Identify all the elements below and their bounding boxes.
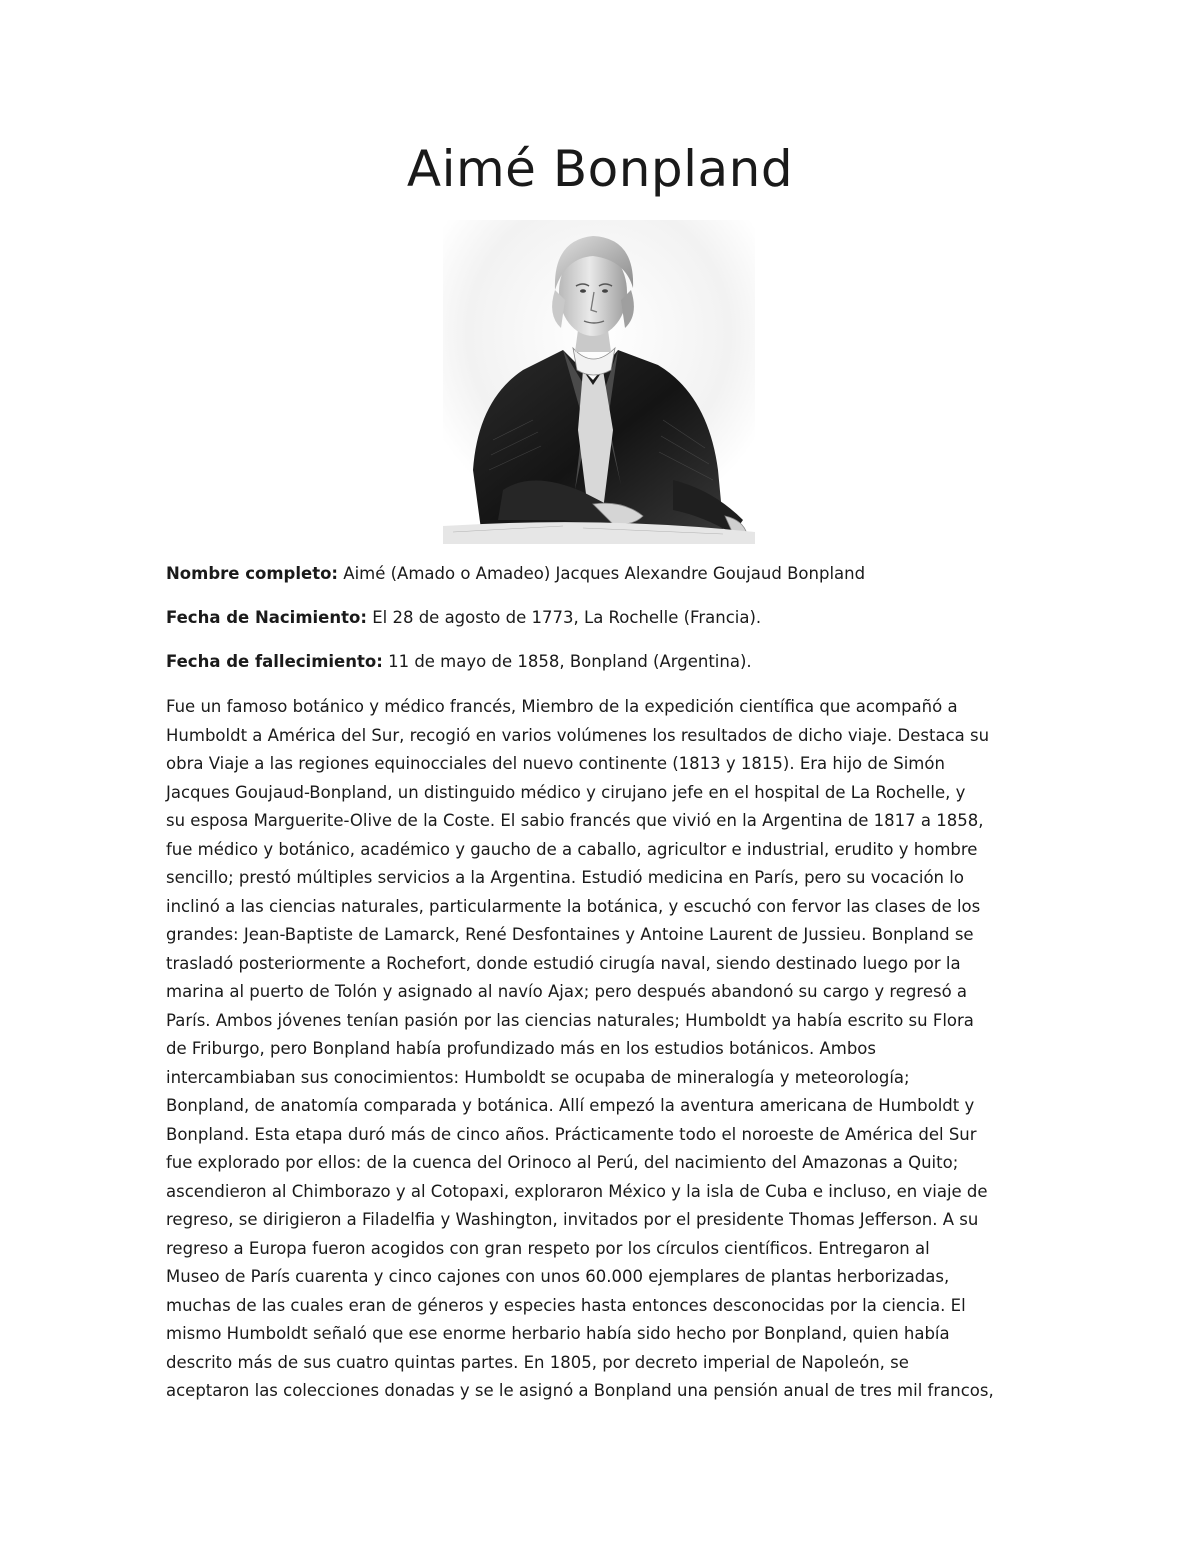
field-label: Fecha de Nacimiento <box>166 608 361 627</box>
portrait-engraving <box>443 220 755 544</box>
biography-paragraph <box>166 693 1046 1406</box>
paragraph-line: inclinó a las ciencias naturales, particularmente la botánica, y escuchó con fervor las clases de los <box>166 896 981 916</box>
portrait-illustration <box>443 220 755 544</box>
paragraph-line: muchas de las cuales eran de géneros y especies hasta entonces desconocidas por la ciencia. El <box>166 1295 966 1315</box>
paragraph-line: marina al puerto de Tolón y asignado al navío Ajax; pero después abandonó su cargo y regresó a <box>166 982 968 1001</box>
field-value: El 28 de agosto de 1773, La Rochelle (Francia). <box>366 608 762 627</box>
paragraph-line: grandes: Jean-Baptiste de Lamarck, René Desfontaines y Antoine Laurent de Jussieu. Bonpland se <box>166 925 974 944</box>
paragraph-line: su esposa Marguerite-Olive de la Coste. El sabio francés que vivió en la Argentina de 1817 a 1858, <box>166 811 984 830</box>
paragraph-line: sencillo; prestó múltiples servicios a la Argentina. Estudió medicina en París, pero su vocación lo <box>166 868 964 887</box>
paragraph-line: descrito más de sus cuatro quintas partes. En 1805, por decreto imperial de Napoleón, se <box>166 1352 909 1372</box>
paragraph-line: Fue un famoso botánico y médico francés, Miembro de la expedición científica que acompañó a <box>166 697 958 716</box>
paragraph-line: regreso, se dirigieron a Filadelfia y Washington, invitados por el presidente Thomas Jefferson. A su <box>166 1210 979 1229</box>
field-full-name: Nombre completo: Aimé (Amado o Amadeo) Jacques Alexandre Goujaud Bonpland <box>166 564 866 583</box>
paragraph-line: París. Ambos jóvenes tenían pasión por las ciencias naturales; Humboldt ya había escrito su Flora <box>166 1010 974 1030</box>
field-label: Nombre completo <box>166 564 332 583</box>
field-birth-date: Fecha de Nacimiento: El 28 de agosto de 1773, La Rochelle (Francia). <box>166 608 762 627</box>
paragraph-line: fue médico y botánico, académico y gaucho de a caballo, agricultor e industrial, erudito y hombre <box>166 839 978 859</box>
paragraph-line: regreso a Europa fueron acogidos con gran respeto por los círculos científicos. Entregaron al <box>166 1238 930 1258</box>
paragraph-line: Bonpland. Esta etapa duró más de cinco años. Prácticamente todo el noroeste de América del Sur <box>166 1124 977 1144</box>
field-label: Fecha de fallecimiento <box>166 652 377 671</box>
paragraph-line: trasladó posteriormente a Rochefort, donde estudió cirugía naval, siendo destinado luego por la <box>166 953 961 973</box>
page-title: Aimé Bonpland <box>406 140 794 198</box>
paragraph-line: mismo Humboldt señaló que ese enorme herbario había sido hecho por Bonpland, quien había <box>166 1324 950 1343</box>
paragraph-line: Museo de París cuarenta y cinco cajones con unos 60.000 ejemplares de plantas herborizadas, <box>166 1267 950 1286</box>
paragraph-line: Jacques Goujaud-Bonpland, un distinguido médico y cirujano jefe en el hospital de La Rochelle, y <box>166 782 966 802</box>
paragraph-line: ascendieron al Chimborazo y al Cotopaxi, exploraron México y la isla de Cuba e incluso, en viaje de <box>166 1181 988 1201</box>
paragraph-line: aceptaron las colecciones donadas y se le asignó a Bonpland una pensión anual de tres mil francos, <box>166 1381 994 1400</box>
paragraph-line: fue explorado por ellos: de la cuenca del Orinoco al Perú, del nacimiento del Amazonas a Quito; <box>166 1153 959 1172</box>
paragraph-line: obra Viaje a las regiones equinocciales del nuevo continente (1813 y 1815). Era hijo de Simón <box>166 754 945 773</box>
paragraph-line: intercambiaban sus conocimientos: Humboldt se ocupaba de mineralogía y meteorología; <box>166 1067 910 1087</box>
paragraph-line: Humboldt a América del Sur, recogió en varios volúmenes los resultados de dicho viaje. Destaca su <box>166 725 990 745</box>
field-value: Aimé (Amado o Amadeo) Jacques Alexandre Goujaud Bonpland <box>338 564 866 583</box>
paragraph-line: Bonpland, de anatomía comparada y botánica. Allí empezó la aventura americana de Humboldt y <box>166 1096 975 1115</box>
biography-fields <box>166 562 1046 694</box>
paragraph-line: de Friburgo, pero Bonpland había profundizado más en los estudios botánicos. Ambos <box>166 1039 876 1058</box>
field-death-date: Fecha de fallecimiento: 11 de mayo de 1858, Bonpland (Argentina). <box>166 652 752 671</box>
field-value: 11 de mayo de 1858, Bonpland (Argentina). <box>382 652 752 671</box>
